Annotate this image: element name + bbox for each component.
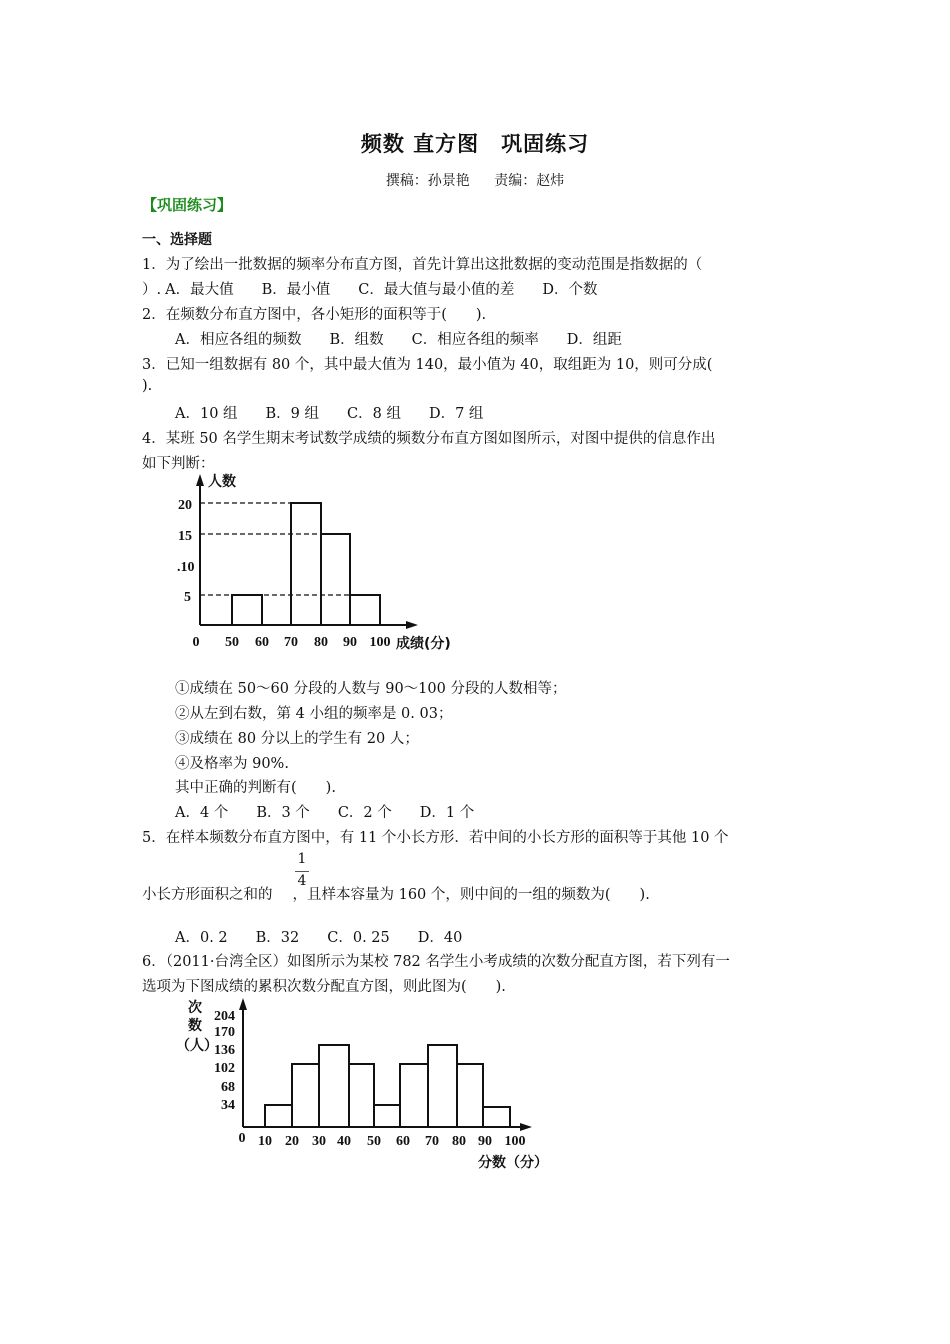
svg-text:170: 170 <box>214 1025 235 1040</box>
q1-stem: 1．为了绘出一批数据的频率分布直方图，首先计算出这批数据的变动范围是指数据的（ <box>142 257 703 273</box>
q2-stem: 2．在频数分布直方图中，各小矩形的面积等于( ). <box>142 307 487 323</box>
q3-options <box>175 402 511 423</box>
q2-option-b: B．组数 <box>329 332 384 348</box>
svg-text:20: 20 <box>178 498 192 513</box>
q4-option-c: C．2 个 <box>337 805 392 821</box>
q5-suffix: ，且样本容量为 160 个，则中间的一组的频数为( ). <box>292 887 650 903</box>
svg-text:60: 60 <box>255 635 269 650</box>
svg-text:20: 20 <box>285 1134 299 1149</box>
q4-options <box>175 801 502 822</box>
svg-text:人数: 人数 <box>208 474 236 490</box>
fraction-numerator: 1 <box>297 851 307 867</box>
editor: 责编：赵炜 <box>494 173 565 189</box>
svg-text:次: 次 <box>188 1001 202 1016</box>
svg-text:.10: .10 <box>177 560 195 575</box>
page-title: 频数 直方图 巩固练习 <box>360 132 590 156</box>
svg-text:80: 80 <box>452 1134 466 1149</box>
q1-close-paren: ）. <box>142 282 162 298</box>
q4-statement-3: ③成绩在 80 分以上的学生有 20 人； <box>175 731 419 747</box>
svg-text:（人）: （人） <box>176 1039 218 1054</box>
svg-text:100: 100 <box>369 635 391 650</box>
byline <box>0 170 950 190</box>
svg-text:数: 数 <box>188 1019 202 1034</box>
q3-option-c: C．8 组 <box>347 406 401 422</box>
svg-text:30: 30 <box>312 1134 326 1149</box>
q2-option-d: D．组距 <box>566 332 622 348</box>
chart-1-y-ticks <box>177 498 195 605</box>
q3-stem: 3．已知一组数据有 80 个，其中最大值为 140，最小值为 40，取组距为 10，则可分成( <box>142 357 713 373</box>
chart-1-bars <box>232 503 380 625</box>
svg-text:分数（分）: 分数（分） <box>478 1155 548 1171</box>
fraction-denominator: 4 <box>297 873 307 889</box>
q4-stem-cont: 如下判断： <box>142 456 215 472</box>
q4-stem: 4．某班 50 名学生期末考试数学成绩的频数分布直方图如图所示，对图中提供的信息作出 <box>142 431 716 447</box>
svg-text:15: 15 <box>178 529 192 544</box>
q4-statement-1: ①成绩在 50～60 分段的人数与 90～100 分段的人数相等； <box>175 681 567 697</box>
author: 撰稿：孙景艳 <box>385 173 470 189</box>
q1-option-d: D．个数 <box>542 282 598 298</box>
svg-text:50: 50 <box>225 635 239 650</box>
svg-text:136: 136 <box>214 1043 235 1058</box>
q5-stem-cont <box>142 883 650 904</box>
svg-text:68: 68 <box>221 1080 235 1095</box>
svg-text:70: 70 <box>284 635 298 650</box>
q4-statement-2: ②从左到右数，第 4 小组的频率是 0. 03； <box>175 706 453 722</box>
q2-option-c: C．相应各组的频率 <box>411 332 539 348</box>
q1-option-a: A．最大值 <box>165 282 234 298</box>
svg-text:204: 204 <box>214 1009 235 1024</box>
q3-option-d: D．7 组 <box>428 406 484 422</box>
svg-text:0: 0 <box>238 1131 246 1146</box>
q2-options <box>175 328 650 349</box>
q6-stem: 6．（2011·台湾全区）如图所示为某校 782 名学生小考成绩的次数分配直方图，若下列有一 <box>142 954 730 970</box>
q4-statement-4: ④及格率为 90%. <box>175 756 289 772</box>
histogram-chart-2 <box>170 995 560 1175</box>
q4-option-d: D．1 个 <box>419 805 475 821</box>
q5-option-d: D．40 <box>417 930 463 946</box>
q4-option-a: A．4 个 <box>175 805 229 821</box>
svg-text:70: 70 <box>425 1134 439 1149</box>
q5-prefix: 小长方形面积之和的 <box>142 887 273 903</box>
q3-option-a: A．10 组 <box>175 406 238 422</box>
q4-prompt: 其中正确的判断有( ). <box>175 780 336 796</box>
q4-option-b: B．3 个 <box>256 805 310 821</box>
q1-option-c: C．最大值与最小值的差 <box>358 282 515 298</box>
svg-text:34: 34 <box>221 1098 235 1113</box>
svg-text:100: 100 <box>504 1134 526 1149</box>
svg-text:90: 90 <box>478 1134 492 1149</box>
svg-text:成绩(分): 成绩(分) <box>396 636 451 652</box>
svg-text:90: 90 <box>343 635 357 650</box>
svg-text:80: 80 <box>314 635 328 650</box>
q3-option-b: B．9 组 <box>265 406 320 422</box>
histogram-chart-1 <box>160 468 470 658</box>
svg-text:10: 10 <box>258 1134 272 1149</box>
q5-option-a: A．0. 2 <box>175 930 228 946</box>
svg-text:50: 50 <box>367 1134 381 1149</box>
chart-2-y-ticks <box>214 1009 235 1113</box>
q1-options <box>142 278 625 299</box>
q2-option-a: A．相应各组的频数 <box>175 332 302 348</box>
svg-text:60: 60 <box>396 1134 410 1149</box>
svg-text:0: 0 <box>192 635 200 650</box>
section-tag: 【巩固练习】 <box>142 196 233 214</box>
q5-stem: 5．在样本频数分布直方图中，有 11 个小长方形．若中间的小长方形的面积等于其他 10 个 <box>142 830 729 846</box>
chart-2-bars <box>265 1045 510 1127</box>
chart-2-y-label <box>176 999 218 1054</box>
q5-option-b: B．32 <box>255 930 300 946</box>
svg-text:5: 5 <box>184 590 191 605</box>
q5-options <box>175 926 490 947</box>
svg-text:102: 102 <box>214 1061 235 1076</box>
q3-stem-cont: ). <box>142 378 153 394</box>
svg-text:40: 40 <box>337 1134 351 1149</box>
section-heading: 一、选择题 <box>142 232 212 248</box>
q6-stem-cont: 选项为下图成绩的累积次数分配直方图，则此图为( ). <box>142 979 506 995</box>
chart-2-x-ticks <box>239 1131 526 1149</box>
chart-1-x-ticks <box>193 635 391 650</box>
q1-option-b: B．最小值 <box>261 282 331 298</box>
q5-option-c: C．0. 25 <box>327 930 390 946</box>
